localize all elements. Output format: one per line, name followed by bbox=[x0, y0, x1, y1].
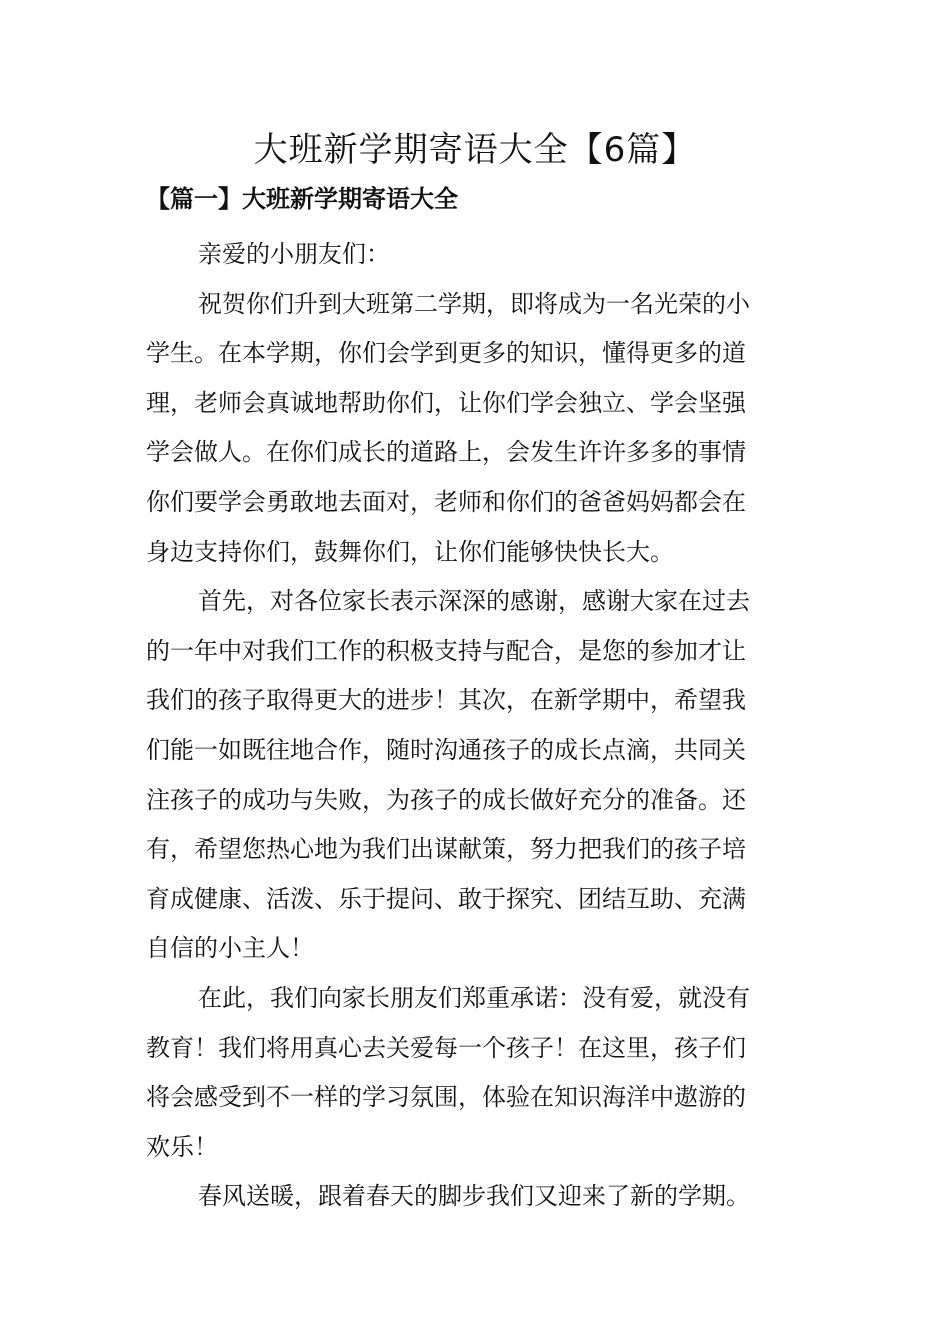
text-line: 教育！我们将用真心去关爱每一个孩子！在这里，孩子们 bbox=[146, 1033, 746, 1062]
text-line: 理，老师会真诚地帮助你们，让你们学会独立、学会坚强 bbox=[146, 388, 746, 417]
text-line: 有，希望您热心地为我们出谋献策，努力把我们的孩子培 bbox=[146, 835, 746, 864]
text-line: 育成健康、活泼、乐于提问、敢于探究、团结互助、充满 bbox=[146, 884, 746, 913]
text-line: 首先，对各位家长表示深深的感谢，感谢大家在过去 bbox=[198, 587, 750, 616]
paragraph bbox=[146, 974, 810, 1172]
paragraph bbox=[146, 577, 810, 974]
text-line: 将会感受到不一样的学习氛围，体验在知识海洋中遨游的 bbox=[146, 1083, 746, 1112]
text-line: 在此，我们向家长朋友们郑重承诺：没有爱，就没有 bbox=[198, 983, 750, 1012]
text-line: 你们要学会勇敢地去面对，老师和你们的爸爸妈妈都会在 bbox=[146, 487, 746, 516]
document-title: 大班新学期寄语大全【6篇】 bbox=[253, 130, 697, 170]
text-line: 们能一如既往地合作，随时沟通孩子的成长点滴，共同关 bbox=[146, 735, 746, 764]
document-body bbox=[146, 230, 810, 1222]
paragraph bbox=[146, 280, 810, 578]
text-line: 自信的小主人！ bbox=[146, 934, 314, 963]
text-line: 注孩子的成功与失败，为孩子的成长做好充分的准备。还 bbox=[146, 785, 746, 814]
section-heading: 【篇一】大班新学期寄语大全 bbox=[146, 184, 458, 213]
text-line: 学会做人。在你们成长的道路上，会发生许许多多的事情 bbox=[146, 438, 746, 467]
text-line: 欢乐！ bbox=[146, 1132, 218, 1161]
text-line: 学生。在本学期，你们会学到更多的知识，懂得更多的道 bbox=[146, 339, 746, 368]
text-line: 亲爱的小朋友们： bbox=[198, 240, 390, 268]
paragraph bbox=[146, 1172, 810, 1222]
text-line: 的一年中对我们工作的积极支持与配合，是您的参加才让 bbox=[146, 636, 746, 665]
paragraph bbox=[146, 230, 810, 280]
text-line: 春风送暖，跟着春天的脚步我们又迎来了新的学期。 bbox=[198, 1182, 750, 1211]
text-line: 祝贺你们升到大班第二学期，即将成为一名光荣的小 bbox=[198, 289, 750, 318]
text-line: 我们的孩子取得更大的进步！其次，在新学期中，希望我 bbox=[146, 686, 746, 715]
text-line: 身边支持你们，鼓舞你们，让你们能够快快长大。 bbox=[146, 537, 674, 566]
